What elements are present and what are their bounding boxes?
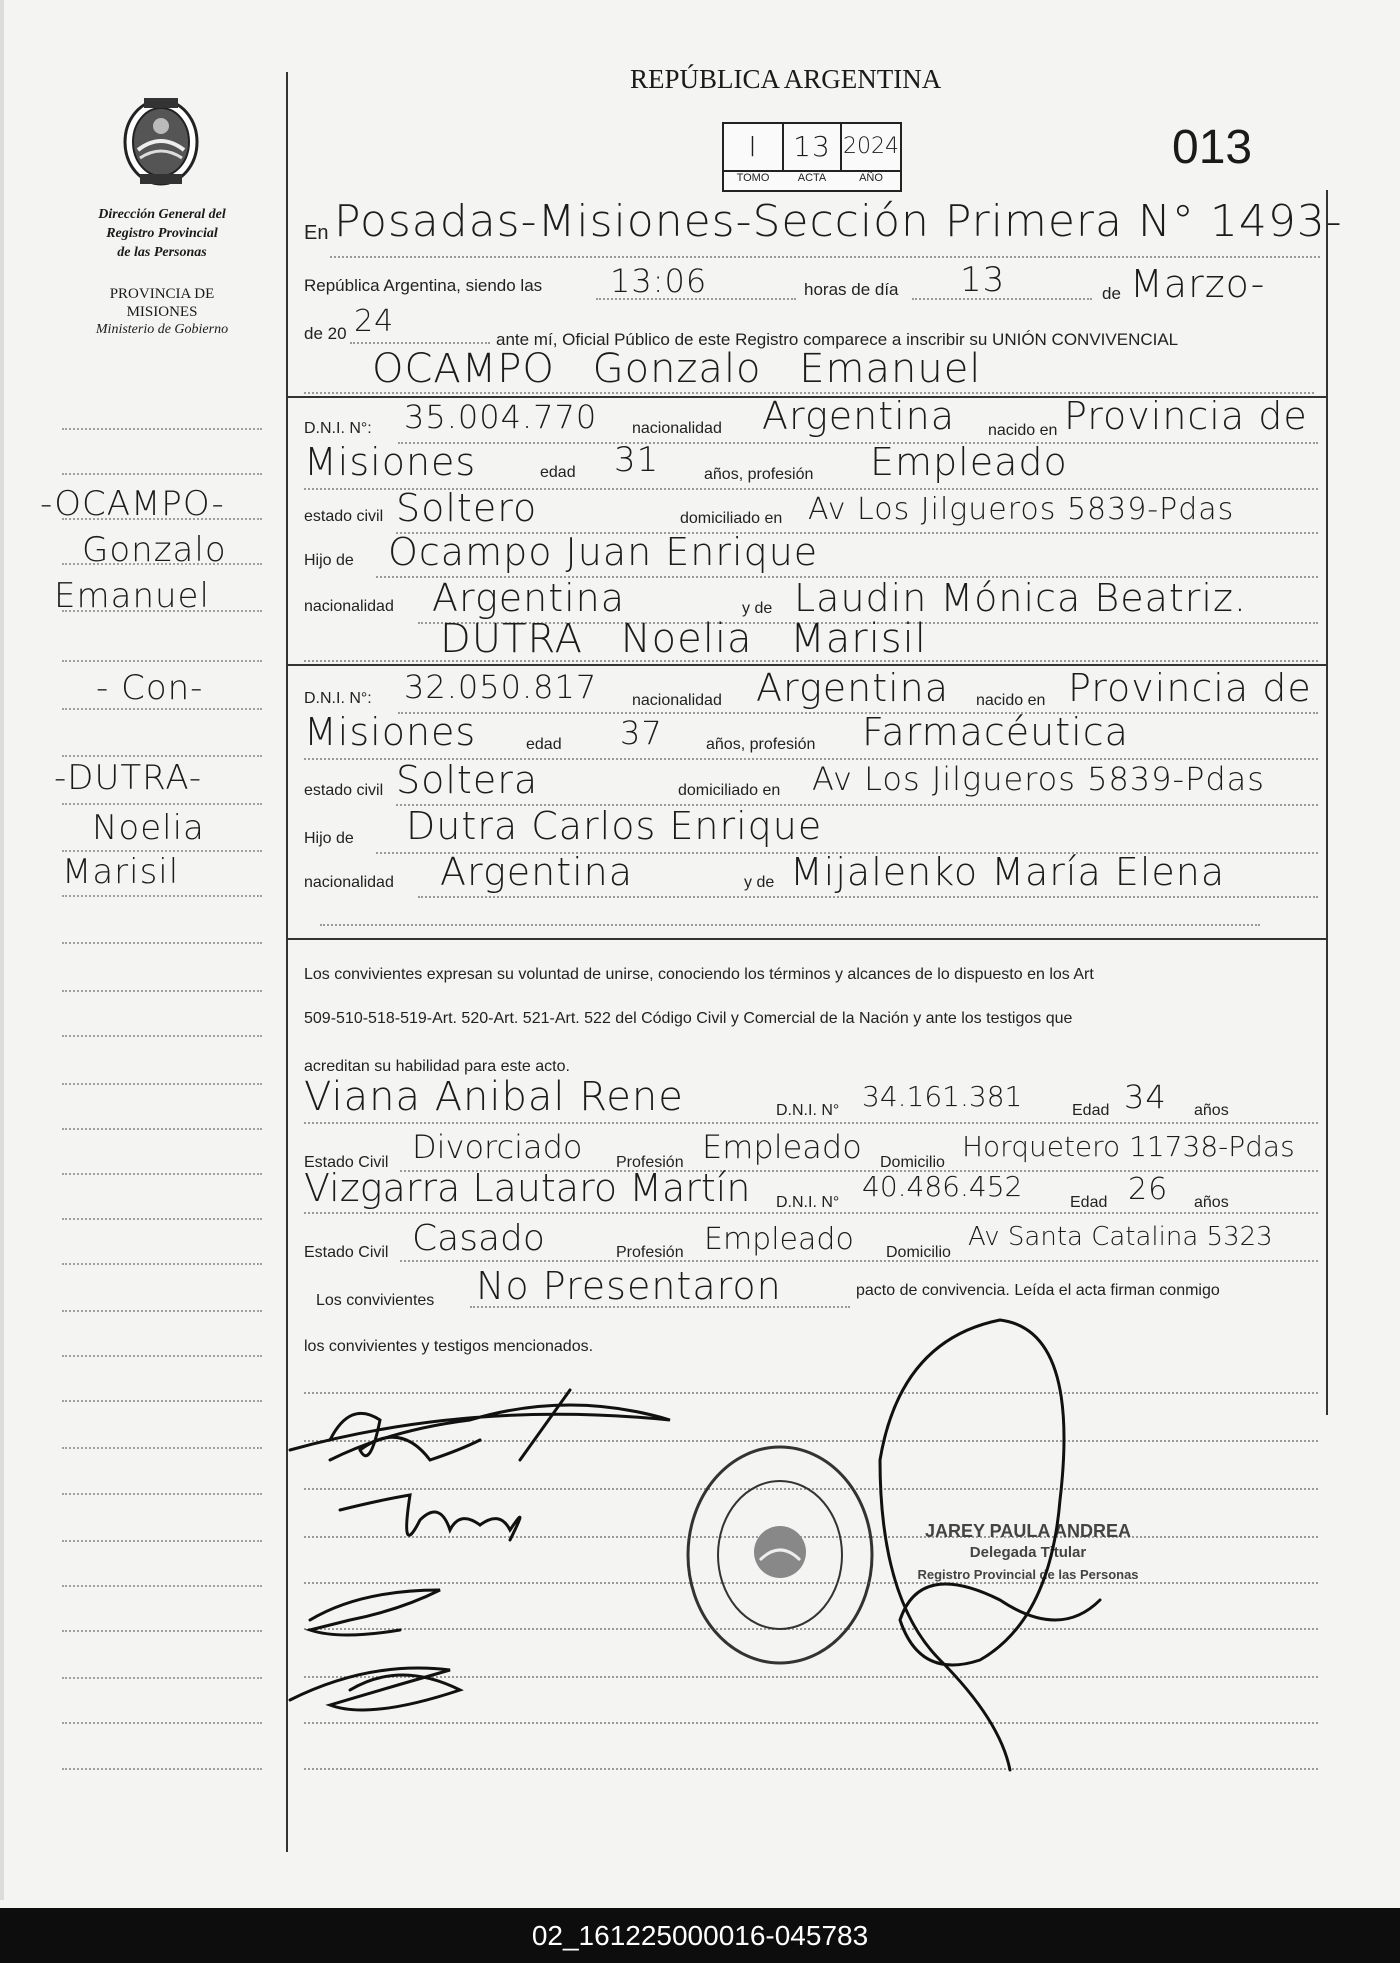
intro-line3-a: de 20 bbox=[304, 324, 347, 343]
p2-mother: Mijalenko María Elena bbox=[790, 850, 1226, 894]
w2-age: 26 bbox=[1128, 1172, 1169, 1207]
intro-line2-b: horas de día bbox=[804, 280, 899, 299]
p2-age: 37 bbox=[620, 714, 663, 752]
w2-civil-label: Estado Civil bbox=[304, 1244, 389, 1261]
tomo-value: I bbox=[748, 130, 758, 163]
margin-name2-second: Marisil bbox=[62, 852, 180, 892]
p2-birthplace-b: Misiones bbox=[304, 710, 477, 754]
witness2-name: Vizgarra Lautaro Martín bbox=[304, 1166, 751, 1210]
signature-2 bbox=[340, 1495, 520, 1540]
tomo-label: TOMO bbox=[736, 172, 770, 184]
w1-civil-label: Estado Civil bbox=[304, 1154, 389, 1171]
person1-full-name: OCAMPO Gonzalo Emanuel bbox=[372, 346, 982, 392]
margin-name1-first: Gonzalo bbox=[82, 530, 227, 570]
province-line-2: MISIONES bbox=[126, 304, 198, 320]
signatures bbox=[270, 1360, 730, 1760]
stamp-org: Registro Provincial de las Personas bbox=[917, 1567, 1139, 1582]
margin-name2-first: Noelia bbox=[92, 808, 205, 848]
page-number: 013 bbox=[1172, 121, 1253, 174]
p1-age: 31 bbox=[614, 440, 660, 480]
p1-domicile: Av Los Jilgueros 5839-Pdas bbox=[808, 492, 1235, 527]
w1-age: 34 bbox=[1124, 1078, 1167, 1116]
org-line-2: Registro Provincial bbox=[106, 226, 218, 241]
person2-full-name: DUTRA Noelia Marisil bbox=[440, 616, 927, 662]
p2-years-label: años, profesión bbox=[706, 736, 816, 753]
w2-domicile: Av Santa Catalina 5323 bbox=[968, 1222, 1273, 1252]
closing-c: los convivientes y testigos mencionados. bbox=[304, 1338, 594, 1355]
w2-prof-label: Profesión bbox=[616, 1244, 684, 1261]
p2-nationality: Argentina bbox=[756, 666, 950, 710]
p1-age-label: edad bbox=[540, 464, 576, 481]
p2-nat-label: nacionalidad bbox=[632, 692, 722, 709]
w2-profession: Empleado bbox=[704, 1222, 854, 1257]
p1-son-label: Hijo de bbox=[304, 552, 354, 569]
w1-civil: Divorciado bbox=[412, 1128, 583, 1166]
w2-civil: Casado bbox=[412, 1218, 545, 1259]
w2-dni: 40.486.452 bbox=[862, 1170, 1023, 1203]
p2-dni: 32.050.817 bbox=[404, 668, 598, 706]
province-line-1: PROVINCIA DE bbox=[109, 286, 215, 302]
p2-domicile: Av Los Jilgueros 5839-Pdas bbox=[812, 760, 1265, 798]
p2-civil: Soltera bbox=[396, 758, 539, 802]
day-value: 13 bbox=[960, 260, 1006, 300]
w1-dom-label: Domicilio bbox=[880, 1154, 945, 1171]
p1-dni-label: D.N.I. N°: bbox=[304, 420, 372, 437]
footer-code: 02_161225000016-045783 bbox=[531, 1920, 869, 1951]
w1-dni: 34.161.381 bbox=[862, 1080, 1023, 1113]
p2-son-label: Hijo de bbox=[304, 830, 354, 847]
margin-name1-second: Emanuel bbox=[54, 576, 210, 616]
p2-born-label: nacido en bbox=[976, 692, 1046, 709]
footer-bar bbox=[0, 1908, 1400, 1963]
signature-3 bbox=[310, 1590, 440, 1635]
intro-line2-c: de bbox=[1102, 284, 1121, 303]
witness1-name: Viana Anibal Rene bbox=[304, 1074, 684, 1120]
org-line-1: Dirección General del bbox=[98, 207, 226, 222]
p1-nat2-label: nacionalidad bbox=[304, 598, 394, 615]
w1-years-label: años bbox=[1194, 1102, 1229, 1119]
closing-a: Los convivientes bbox=[316, 1292, 435, 1309]
signature-4 bbox=[290, 1668, 460, 1710]
year-suffix: 24 bbox=[354, 304, 395, 339]
place-text: Posadas-Misiones-Sección Primera N° 1493- bbox=[334, 196, 1343, 247]
p1-civil: Soltero bbox=[396, 486, 538, 530]
stamp-role: Delegada Titular bbox=[969, 1544, 1087, 1561]
w1-age-label: Edad bbox=[1072, 1102, 1110, 1119]
p2-dni-label: D.N.I. N°: bbox=[304, 690, 372, 707]
p1-nat-label: nacionalidad bbox=[632, 420, 722, 437]
p1-and-label: y de bbox=[742, 600, 773, 617]
p1-civil-label: estado civil bbox=[304, 508, 384, 525]
w2-age-label: Edad bbox=[1070, 1194, 1108, 1211]
closing-b: pacto de convivencia. Leída el acta firman conmigo bbox=[856, 1282, 1220, 1299]
p2-age-label: edad bbox=[526, 736, 562, 753]
p2-and-label: y de bbox=[744, 874, 775, 891]
legal-text-3: acreditan su habilidad para este acto. bbox=[304, 1058, 570, 1075]
official-seal-stamp bbox=[680, 1440, 880, 1670]
right-border bbox=[1326, 190, 1328, 1415]
legal-text-2: 509-510-518-519-Art. 520-Art. 521-Art. 522 del Código Civil y Comercial de la Nación y ante los testigos que bbox=[304, 1010, 1073, 1027]
p1-domicile-label: domiciliado en bbox=[680, 510, 783, 527]
intro-line2-a: República Argentina, siendo las bbox=[304, 276, 543, 295]
p1-dni: 35.004.770 bbox=[404, 398, 598, 436]
p1-profession: Empleado bbox=[870, 440, 1068, 484]
p2-profession: Farmacéutica bbox=[862, 710, 1129, 754]
w1-dni-label: D.N.I. N° bbox=[776, 1102, 840, 1119]
officer-signature bbox=[860, 1300, 1120, 1780]
margin-name2-surname: -DUTRA- bbox=[54, 758, 203, 798]
page-edge bbox=[0, 0, 4, 1900]
p1-birthplace-b: Misiones bbox=[304, 440, 477, 484]
pact-value: No Presentaron bbox=[476, 1264, 782, 1308]
margin-connector: - Con- bbox=[96, 668, 204, 708]
tomo-acta-box bbox=[722, 122, 902, 192]
acta-label: ACTA bbox=[797, 172, 827, 184]
acta-value: 13 bbox=[793, 130, 831, 163]
w2-dom-label: Domicilio bbox=[886, 1244, 951, 1261]
w2-years-label: años bbox=[1194, 1194, 1229, 1211]
p2-father-nat: Argentina bbox=[440, 850, 634, 894]
p1-birthplace-a: Provincia de bbox=[1064, 394, 1308, 438]
country-title: REPÚBLICA ARGENTINA bbox=[630, 64, 942, 94]
time-value: 13:06 bbox=[610, 262, 708, 300]
p1-nationality: Argentina bbox=[762, 394, 956, 438]
signature-1 bbox=[290, 1405, 670, 1460]
month-value: Marzo- bbox=[1130, 262, 1266, 306]
p1-father: Ocampo Juan Enrique bbox=[388, 530, 819, 574]
w1-prof-label: Profesión bbox=[616, 1154, 684, 1171]
p2-civil-label: estado civil bbox=[304, 782, 384, 799]
p2-birthplace-a: Provincia de bbox=[1068, 666, 1312, 710]
coat-of-arms-emblem bbox=[118, 92, 204, 188]
margin-name1-surname: -OCAMPO- bbox=[40, 484, 225, 524]
p2-father: Dutra Carlos Enrique bbox=[406, 804, 823, 848]
ministry-label: Ministerio de Gobierno bbox=[95, 322, 229, 337]
p1-father-nat: Argentina bbox=[432, 576, 626, 620]
p2-domicile-label: domiciliado en bbox=[678, 782, 781, 799]
anio-label: AÑO bbox=[859, 172, 883, 184]
p1-years-label: años, profesión bbox=[704, 466, 814, 483]
w1-profession: Empleado bbox=[702, 1128, 862, 1166]
en-label: En bbox=[304, 222, 329, 244]
w2-dni-label: D.N.I. N° bbox=[776, 1194, 840, 1211]
anio-value: 2024 bbox=[843, 134, 899, 159]
legal-text-1: Los convivientes expresan su voluntad de unirse, conociendo los términos y alcances de lo dispuesto en los Art bbox=[304, 966, 1094, 983]
org-line-3: de las Personas bbox=[117, 245, 207, 260]
p2-nat2-label: nacionalidad bbox=[304, 874, 394, 891]
p1-mother: Laudin Mónica Beatriz. bbox=[794, 576, 1247, 620]
stamp-officer-name: JAREY PAULA ANDREA bbox=[924, 1521, 1132, 1541]
w1-domicile: Horquetero 11738-Pdas bbox=[962, 1130, 1295, 1163]
p1-born-label: nacido en bbox=[988, 422, 1058, 439]
intro-line3-b: ante mí, Oficial Público de este Registro comparece a inscribir su UNIÓN CONVIVENCIAL bbox=[496, 330, 1179, 349]
